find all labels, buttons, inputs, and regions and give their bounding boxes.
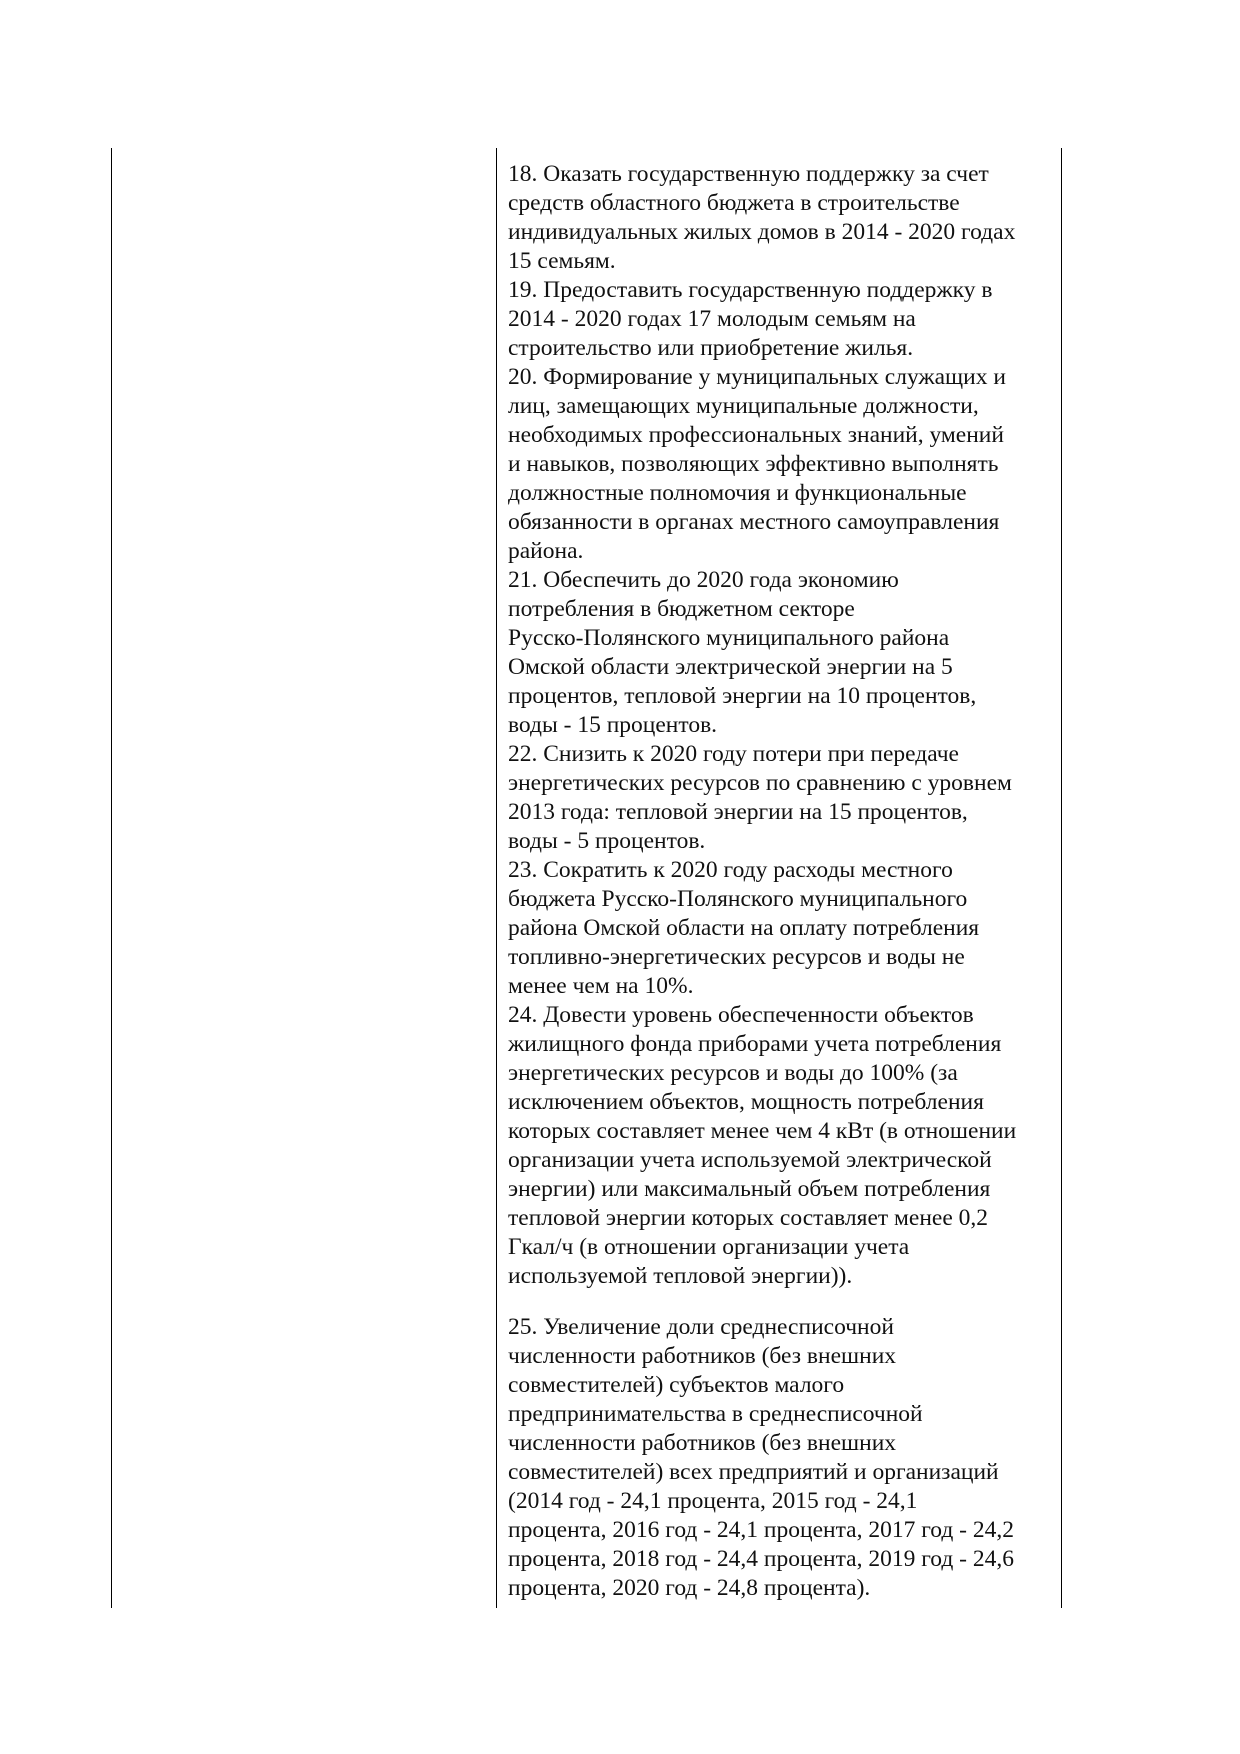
text-line: организации учета используемой электрической (508, 1147, 992, 1173)
table-border-left (111, 148, 112, 1608)
text-line: численности работников (без внешних (508, 1430, 897, 1456)
text-line: жилищного фонда приборами учета потребления (508, 1031, 1002, 1057)
text-line: менее чем на 10%. (508, 973, 694, 999)
text-line: 20. Формирование у муниципальных служащих и (508, 364, 1006, 390)
text-line: тепловой энергии которых составляет менее 0,2 (508, 1205, 989, 1231)
text-line: Омской области электрической энергии на 5 (508, 654, 953, 680)
text-line: должностные полномочия и функциональные (508, 480, 967, 506)
text-line: совместителей) субъектов малого (508, 1372, 845, 1398)
text-line: 23. Сократить к 2020 году расходы местного (508, 857, 953, 883)
list-item-21 (508, 566, 1056, 740)
text-line: Гкал/ч (в отношении организации учета (508, 1234, 910, 1260)
paragraph-gap (508, 1291, 1056, 1313)
text-line: предпринимательства в среднесписочной (508, 1401, 923, 1427)
text-line: необходимых профессиональных знаний, умений (508, 422, 1004, 448)
text-line: процента, 2020 год - 24,8 процента). (508, 1575, 871, 1601)
text-line: обязанности в органах местного самоуправления (508, 509, 1000, 535)
text-line: средств областного бюджета в строительстве (508, 190, 960, 216)
text-line: энергии) или максимальный объем потребления (508, 1176, 991, 1202)
text-line: процента, 2016 год - 24,1 процента, 2017 год - 24,2 (508, 1517, 1014, 1543)
text-line: и навыков, позволяющих эффективно выполнять (508, 451, 999, 477)
text-line: (2014 год - 24,1 процента, 2015 год - 24,1 (508, 1488, 918, 1514)
text-line: энергетических ресурсов и воды до 100% (за (508, 1060, 958, 1086)
text-line: воды - 15 процентов. (508, 712, 718, 738)
text-line: Русско-Полянского муниципального района (508, 625, 950, 651)
list-item-24 (508, 1001, 1056, 1291)
table-cell-goals (508, 160, 1056, 1603)
text-line: 22. Снизить к 2020 году потери при передаче (508, 741, 959, 767)
text-line: лиц, замещающих муниципальные должности, (508, 393, 979, 419)
text-line: потребления в бюджетном секторе (508, 596, 855, 622)
text-line: которых составляет менее чем 4 кВт (в отношении (508, 1118, 1017, 1144)
text-line: 24. Довести уровень обеспеченности объектов (508, 1002, 974, 1028)
text-line: строительство или приобретение жилья. (508, 335, 914, 361)
text-line: 15 семьям. (508, 248, 616, 274)
text-line: процентов, тепловой энергии на 10 процентов, (508, 683, 977, 709)
list-item-19 (508, 276, 1056, 363)
text-line: воды - 5 процентов. (508, 828, 706, 854)
text-line: индивидуальных жилых домов в 2014 - 2020 годах (508, 219, 1016, 245)
text-line: 25. Увеличение доли среднесписочной (508, 1314, 894, 1340)
text-line: района. (508, 538, 584, 564)
text-line: топливно-энергетических ресурсов и воды не (508, 944, 965, 970)
text-line: используемой тепловой энергии)). (508, 1263, 853, 1289)
text-line: 2013 года: тепловой энергии на 15 процентов, (508, 799, 968, 825)
text-line: процента, 2018 год - 24,4 процента, 2019 год - 24,6 (508, 1546, 1014, 1572)
text-line: района Омской области на оплату потребления (508, 915, 980, 941)
list-item-18 (508, 160, 1056, 276)
table-border-right (1061, 148, 1062, 1608)
text-line: численности работников (без внешних (508, 1343, 897, 1369)
text-line: бюджета Русско-Полянского муниципального (508, 886, 968, 912)
text-line: энергетических ресурсов по сравнению с уровнем (508, 770, 1012, 796)
table-border-middle (496, 148, 497, 1608)
list-item-23 (508, 856, 1056, 1001)
text-line: 2014 - 2020 годах 17 молодым семьям на (508, 306, 916, 332)
text-line: совместителей) всех предприятий и организаций (508, 1459, 999, 1485)
list-item-20 (508, 363, 1056, 566)
list-item-22 (508, 740, 1056, 856)
text-line: исключением объектов, мощность потребления (508, 1089, 984, 1115)
text-line: 21. Обеспечить до 2020 года экономию (508, 567, 899, 593)
list-item-25 (508, 1313, 1056, 1603)
text-line: 18. Оказать государственную поддержку за счет (508, 161, 989, 187)
text-line: 19. Предоставить государственную поддержку в (508, 277, 993, 303)
